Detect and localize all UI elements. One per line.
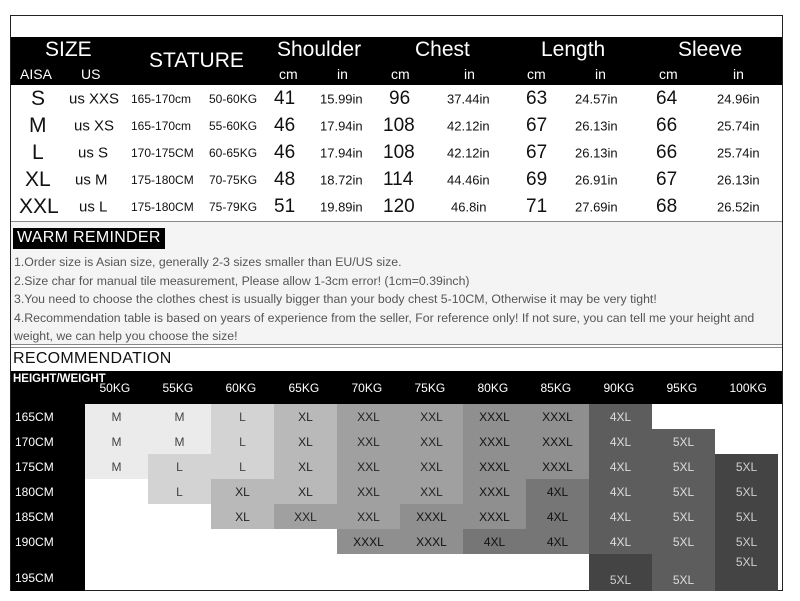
weight-range: 70-75KG: [209, 172, 258, 187]
sleeve-in: 26.52in: [717, 199, 760, 214]
height-labels-column: [11, 404, 85, 591]
recommended-size-cell: M: [85, 404, 148, 429]
height-range: 165-170cm: [131, 118, 192, 133]
weight-range: 50-60KG: [209, 91, 258, 106]
sleeve-in: 24.96in: [717, 91, 760, 106]
height-row-label: 170CM: [15, 434, 54, 449]
warm-reminder-notes: [14, 253, 779, 346]
length-cm: 71: [526, 195, 548, 217]
aisa-size: XXL: [19, 194, 59, 218]
shoulder-in: 18.72in: [320, 172, 363, 187]
reminder-note: 2.Size char for manual tile measurement, Please allow 1-3cm error! (1cm=0.39inch): [14, 273, 470, 288]
recommended-size-cell: XXXL: [400, 529, 463, 554]
recommended-size-cell: 4XL: [463, 529, 526, 554]
sleeve-in-header: in: [733, 66, 744, 82]
shoulder-in: 17.94in: [320, 145, 363, 160]
shoulder-in: 19.89in: [320, 199, 363, 214]
shoulder-cm: 51: [274, 195, 296, 217]
recommended-size-cell: 5XL: [652, 554, 715, 591]
recommended-size-cell: 5XL: [715, 479, 778, 504]
height-range: 175-180CM: [131, 172, 194, 187]
length-cm: 69: [526, 168, 548, 190]
recommended-size-cell: 5XL: [715, 529, 778, 554]
chest-in: 37.44in: [447, 91, 490, 106]
chest-cm: 96: [389, 87, 411, 109]
us-header: US: [81, 66, 101, 82]
weight-column-header: 85KG: [540, 380, 572, 395]
us-size: us XS: [74, 117, 115, 134]
recommended-size-cell: XL: [274, 454, 337, 479]
recommended-size-cell: XXL: [274, 504, 337, 529]
recommended-size-cell: 5XL: [652, 529, 715, 554]
reminder-note: 1.Order size is Asian size, generally 2-3 sizes smaller than EU/US size.: [14, 255, 402, 269]
size-row: [11, 112, 782, 139]
reminder-note: 3.You need to choose the clothes chest is usually bigger than your body chest 5-10CM, Otherwise it may be very tight!: [14, 292, 657, 306]
recommended-size-cell: L: [211, 429, 274, 454]
stature-header: STATURE: [149, 49, 244, 72]
recommended-size-cell: XXL: [400, 454, 463, 479]
us-size: us S: [78, 144, 109, 161]
recommendation-header: [11, 371, 782, 404]
weight-range: 60-65KG: [209, 145, 258, 160]
length-cm: 67: [526, 114, 548, 136]
recommended-size-cell: 5XL: [652, 479, 715, 504]
recommendation-title: RECOMMENDATION: [11, 347, 782, 370]
recommended-size-cell: XXL: [337, 404, 400, 429]
size-row: [11, 193, 782, 220]
recommended-size-cell: XXXL: [463, 454, 526, 479]
chest-cm: 108: [383, 114, 415, 136]
recommended-size-cell: 4XL: [526, 479, 589, 504]
sleeve-cm: 64: [656, 87, 678, 109]
recommended-size-cell: XXL: [400, 404, 463, 429]
chest-cm: 108: [383, 141, 415, 163]
length-in: 26.13in: [575, 118, 618, 133]
us-size: us XXS: [69, 90, 120, 107]
sleeve-cm-header: cm: [659, 66, 678, 82]
warm-reminder-title: WARM REMINDER: [13, 228, 165, 249]
shoulder-in: 15.99in: [320, 91, 363, 106]
recommended-size-cell: XXL: [337, 504, 400, 529]
aisa-header: AISA: [20, 66, 52, 82]
recommended-size-cell: 4XL: [589, 454, 652, 479]
length-in: 27.69in: [575, 199, 618, 214]
shoulder-cm: 46: [274, 141, 296, 163]
chest-in: 44.46in: [447, 172, 490, 187]
shoulder-cm-header: cm: [279, 66, 298, 82]
weight-column-header: 75KG: [414, 380, 446, 395]
height-row-label: 185CM: [15, 509, 54, 524]
shoulder-in: 17.94in: [320, 118, 363, 133]
recommended-size-cell: XL: [274, 404, 337, 429]
weight-column-header: 80KG: [477, 380, 509, 395]
recommended-size-cell: 5XL: [715, 554, 778, 591]
recommended-size-cell: XL: [274, 479, 337, 504]
shoulder-header: Shoulder: [277, 38, 362, 61]
recommended-size-cell: 5XL: [715, 454, 778, 479]
recommended-size-cell: 5XL: [715, 504, 778, 529]
chest-in: 42.12in: [447, 145, 490, 160]
size-chart-body: [11, 85, 782, 220]
size-chart-header: [11, 37, 782, 85]
length-in: 24.57in: [575, 91, 618, 106]
chest-in: 46.8in: [451, 199, 487, 214]
aisa-size: L: [32, 140, 44, 164]
reminder-note: 4.Recommendation table is based on years of experience from the seller, For reference only! If not sure, you can tell me your height and weight, we can help you choose the size!: [14, 310, 755, 343]
shoulder-in-header: in: [337, 66, 348, 82]
recommended-size-cell: L: [148, 454, 211, 479]
recommended-size-cell: XXL: [400, 429, 463, 454]
length-cm-header: cm: [527, 66, 546, 82]
weight-range: 75-79KG: [209, 199, 258, 214]
chest-cm: 120: [383, 195, 415, 217]
recommended-size-cell: XXXL: [526, 429, 589, 454]
us-size: us M: [75, 171, 108, 188]
weight-column-header: 60KG: [225, 380, 257, 395]
recommended-size-cell: XXXL: [526, 454, 589, 479]
weight-column-header: 70KG: [351, 380, 383, 395]
recommended-size-cell: 4XL: [589, 504, 652, 529]
weight-column-header: 95KG: [666, 380, 698, 395]
recommended-size-cell: M: [148, 429, 211, 454]
recommended-size-cell: XL: [211, 479, 274, 504]
recommended-size-cell: 4XL: [589, 429, 652, 454]
recommended-size-cell: 4XL: [589, 479, 652, 504]
weight-column-header: 65KG: [288, 380, 320, 395]
height-row-label: 190CM: [15, 534, 54, 549]
height-row-label: 165CM: [15, 409, 54, 424]
sleeve-in: 25.74in: [717, 145, 760, 160]
sleeve-cm: 66: [656, 141, 678, 163]
aisa-size: M: [29, 113, 47, 137]
recommended-size-cell: 4XL: [589, 404, 652, 429]
sleeve-in: 25.74in: [717, 118, 760, 133]
recommended-size-cell: M: [85, 454, 148, 479]
recommended-size-cell: XXL: [337, 479, 400, 504]
recommended-size-cell: XXXL: [400, 504, 463, 529]
warm-reminder-section: [11, 221, 782, 345]
shoulder-cm: 46: [274, 114, 296, 136]
height-row-label: 175CM: [15, 459, 54, 474]
recommended-size-cell: XXXL: [463, 479, 526, 504]
aisa-size: XL: [25, 167, 51, 191]
length-in: 26.91in: [575, 172, 618, 187]
height-range: 175-180CM: [131, 199, 194, 214]
sleeve-header: Sleeve: [678, 38, 743, 61]
size-row: [11, 166, 782, 193]
recommended-size-cell: XL: [274, 429, 337, 454]
recommended-size-cell: 5XL: [589, 554, 652, 591]
length-in: 26.13in: [575, 145, 618, 160]
recommended-size-cell: 4XL: [526, 529, 589, 554]
recommended-size-cell: XXXL: [337, 529, 400, 554]
aisa-size: S: [31, 86, 46, 110]
size-row: [11, 85, 782, 112]
chest-in-header: in: [464, 66, 475, 82]
length-cm: 67: [526, 141, 548, 163]
sleeve-cm: 67: [656, 168, 678, 190]
shoulder-cm: 48: [274, 168, 296, 190]
recommended-size-cell: M: [148, 404, 211, 429]
recommended-size-cell: L: [148, 479, 211, 504]
length-header: Length: [541, 38, 606, 61]
recommended-size-cell: XXXL: [463, 504, 526, 529]
recommended-size-cell: 5XL: [652, 454, 715, 479]
shoulder-cm: 41: [274, 87, 296, 109]
height-row-label: 195CM: [15, 570, 54, 585]
chest-header: Chest: [415, 38, 470, 61]
chest-cm-header: cm: [391, 66, 410, 82]
us-size: us L: [79, 198, 108, 215]
recommended-size-cell: L: [211, 454, 274, 479]
size-header: SIZE: [45, 38, 92, 61]
recommended-size-cell: XXXL: [463, 404, 526, 429]
weight-column-header: 55KG: [162, 380, 194, 395]
recommended-size-cell: L: [211, 404, 274, 429]
length-in-header: in: [595, 66, 606, 82]
sleeve-in: 26.13in: [717, 172, 760, 187]
height-row-label: 180CM: [15, 484, 54, 499]
height-range: 165-170cm: [131, 91, 192, 106]
recommended-size-cell: XXXL: [463, 429, 526, 454]
recommended-size-cell: 5XL: [652, 429, 715, 454]
recommended-size-cell: XL: [211, 504, 274, 529]
recommended-size-cell: 5XL: [652, 504, 715, 529]
chest-cm: 114: [383, 168, 414, 190]
size-row: [11, 139, 782, 166]
recommended-size-cell: 4XL: [526, 504, 589, 529]
recommended-size-cell: 4XL: [589, 529, 652, 554]
weight-column-header: 100KG: [729, 380, 767, 395]
recommended-size-cell: XXXL: [526, 404, 589, 429]
height-weight-label: HEIGHT/WEIGHT: [13, 373, 106, 385]
recommended-size-cell: XXL: [337, 454, 400, 479]
sleeve-cm: 66: [656, 114, 678, 136]
weight-column-header: 50KG: [99, 380, 131, 395]
sleeve-cm: 68: [656, 195, 678, 217]
recommended-size-cell: M: [85, 429, 148, 454]
length-cm: 63: [526, 87, 548, 109]
recommended-size-cell: XXL: [400, 479, 463, 504]
weight-column-header: 90KG: [603, 380, 635, 395]
height-range: 170-175CM: [131, 145, 194, 160]
chest-in: 42.12in: [447, 118, 490, 133]
recommended-size-cell: XXL: [337, 429, 400, 454]
weight-range: 55-60KG: [209, 118, 258, 133]
